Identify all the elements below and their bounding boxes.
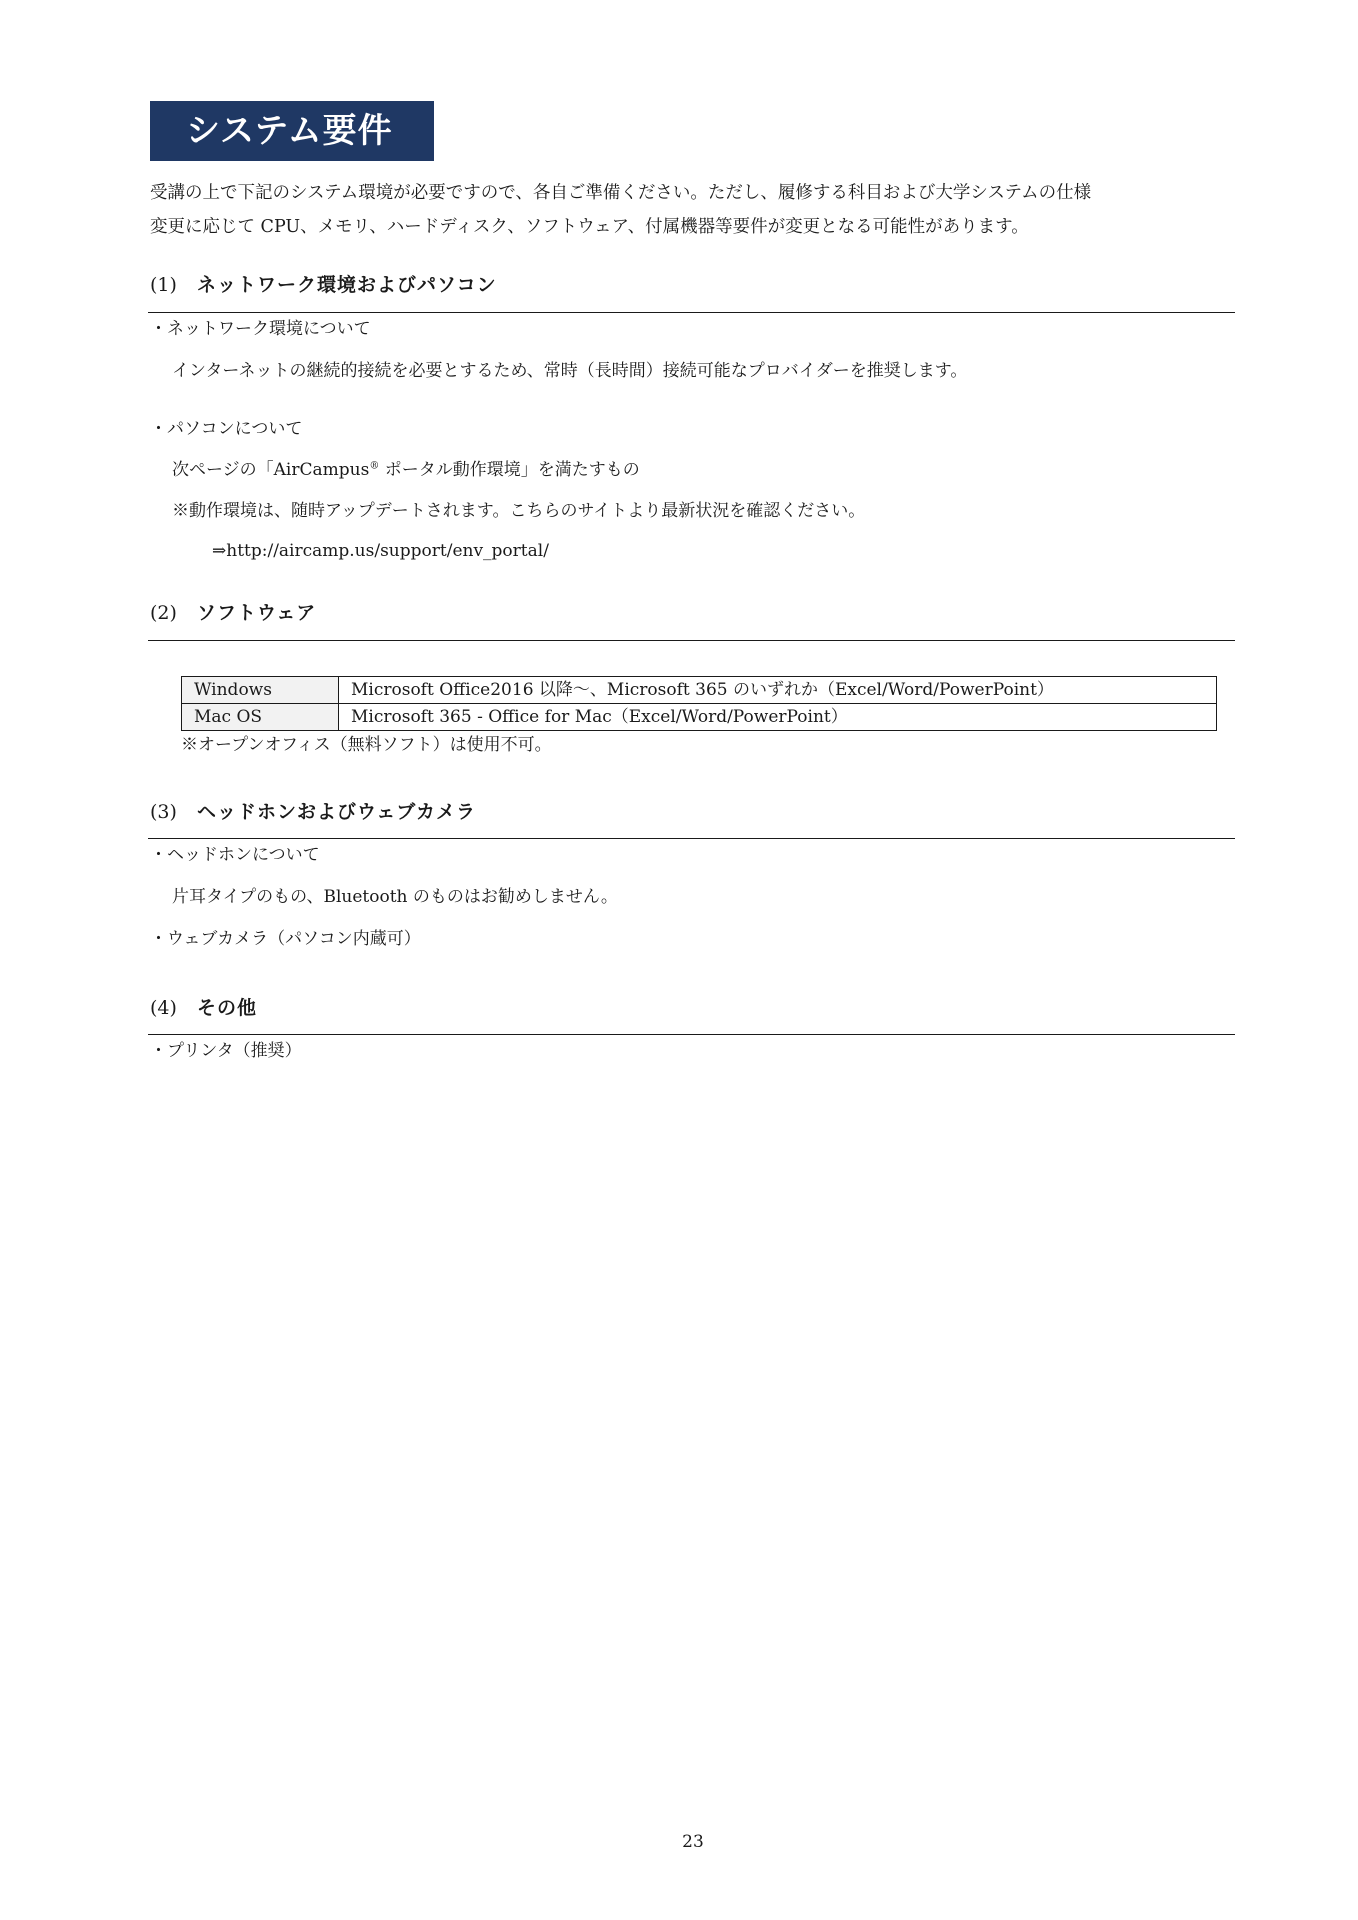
headphone-text: 片耳タイプのもの、Bluetooth のものはお勧めしません。 xyxy=(172,887,618,907)
section-3-title: ヘッドホンおよびウェブカメラ xyxy=(197,801,477,823)
section-1-heading xyxy=(150,270,1235,300)
section-2-rule xyxy=(148,640,1235,641)
section-4-title: その他 xyxy=(197,997,258,1019)
section-1-rule xyxy=(148,312,1235,313)
section-2-number: (2) xyxy=(150,602,177,624)
registered-mark: ® xyxy=(369,460,380,472)
software-table xyxy=(181,676,1217,731)
intro-line-2: 変更に応じて CPU、メモリ、ハードディスク、ソフトウェア、付属機器等要件が変更となる可能性があります。 xyxy=(150,217,1029,237)
environment-link[interactable]: ⇒http://aircamp.us/support/env_portal/ xyxy=(212,541,549,561)
section-2-title: ソフトウェア xyxy=(197,602,317,624)
section-1-number: (1) xyxy=(150,274,177,296)
section-3-rule xyxy=(148,838,1235,839)
section-4-rule xyxy=(148,1034,1235,1035)
headphone-bullet: ・ヘッドホンについて xyxy=(150,845,320,865)
section-4-heading xyxy=(150,993,1235,1023)
pc-bullet: ・パソコンについて xyxy=(150,419,303,439)
page-number: 23 xyxy=(682,1832,704,1852)
os-cell: Mac OS xyxy=(182,704,339,731)
section-3-number: (3) xyxy=(150,801,177,823)
software-cell: Microsoft Office2016 以降～、Microsoft 365 のいずれか（Excel/Word/PowerPoint） xyxy=(339,677,1217,704)
table-row xyxy=(182,677,1217,704)
page-title: システム要件 xyxy=(150,101,434,161)
pc-note: ※動作環境は、随時アップデートされます。こちらのサイトより最新状況を確認ください。 xyxy=(172,501,866,521)
software-note: ※オープンオフィス（無料ソフト）は使用不可。 xyxy=(181,735,552,755)
section-3-heading xyxy=(150,797,1235,827)
network-bullet: ・ネットワーク環境について xyxy=(150,319,371,339)
intro-paragraph xyxy=(150,176,1230,244)
intro-line-1: 受講の上で下記のシステム環境が必要ですので、各自ご準備ください。ただし、履修する科目および大学システムの仕様 xyxy=(150,183,1092,203)
section-4-number: (4) xyxy=(150,997,177,1019)
section-2-heading xyxy=(150,598,1235,628)
printer-bullet: ・プリンタ（推奨） xyxy=(150,1041,302,1061)
pc-text-before: 次ページの「AirCampus xyxy=(172,460,370,480)
table-row xyxy=(182,704,1217,731)
software-cell: Microsoft 365 - Office for Mac（Excel/Word/PowerPoint） xyxy=(339,704,1217,731)
network-text: インターネットの継続的接続を必要とするため、常時（長時間）接続可能なプロバイダーを推奨します。 xyxy=(172,361,968,381)
section-1-title: ネットワーク環境およびパソコン xyxy=(197,274,497,296)
os-cell: Windows xyxy=(182,677,339,704)
pc-text-after: ポータル動作環境」を満たすもの xyxy=(379,460,640,480)
webcam-bullet: ・ウェブカメラ（パソコン内蔵可） xyxy=(150,929,421,949)
pc-requirement-text xyxy=(172,457,640,483)
